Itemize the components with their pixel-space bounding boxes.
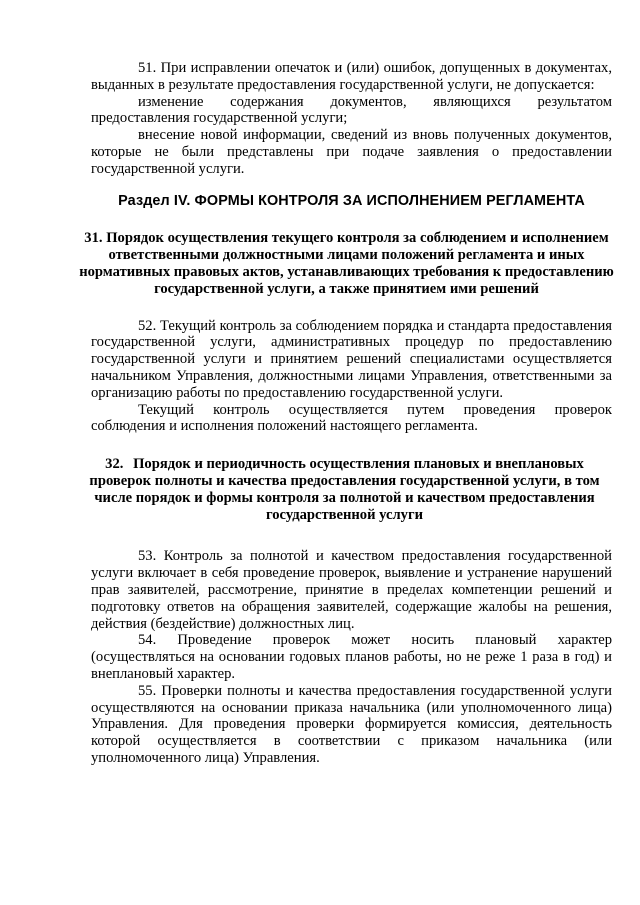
- paragraph-55: 55. Проверки полноты и качества предоставления государственной услуги осуществляются на основании приказа начальника (или уполномоченного лица) Управления. Для проведения проверки формируется комиссия, деятельность которой осуществляется в соответствии с приказом начальника (или уполномоченного лица) Управления.: [91, 682, 612, 766]
- paragraph-53: 53. Контроль за полнотой и качеством предоставления государственной услуги включает в себя проведение проверок, выявление и устранение нарушений прав заявителей, рассмотрение, принятие в пределах компетенции решений и подготовку ответов на обращения заявителей, содержащие жалобы на решения, действия (бездействие) должностных лиц.: [91, 548, 612, 632]
- paragraph-51-item-1: изменение содержания документов, являющихся результатом предоставления государственной услуги;: [91, 93, 612, 127]
- spacer: [91, 523, 612, 548]
- subheading-32-text: Порядок и периодичность осуществления плановых и внеплановых проверок полноты и качества предоставления государственной услуги, в том числе порядок и формы контроля за полнотой и качеством предоставления государственной услуги: [89, 456, 600, 523]
- document-page: [79, 60, 614, 767]
- paragraph-52-continued: Текущий контроль осуществляется путем проведения проверок соблюдения и исполнения положений настоящего регламента.: [91, 401, 612, 435]
- spacer: [91, 298, 612, 318]
- paragraph-54: 54. Проведение проверок может носить плановый характер (осуществляться на основании годовых планов работы, но не реже 1 раза в год) и внеплановый характер.: [91, 632, 612, 682]
- subheading-32-number: 32.: [105, 456, 124, 473]
- section-title: Раздел IV. ФОРМЫ КОНТРОЛЯ ЗА ИСПОЛНЕНИЕМ РЕГЛАМЕНТА: [118, 192, 585, 209]
- paragraph-51: 51. При исправлении опечаток и (или) ошибок, допущенных в документах, выданных в результате предоставления государственной услуги, не допускается:: [91, 60, 612, 93]
- subheading-32: [79, 456, 610, 523]
- paragraph-52: 52. Текущий контроль за соблюдением порядка и стандарта предоставления государственной услуги, административных процедур по предоставлению государственной услуги и принятием решений специалистами осуществляется начальником Управления, должностными лицами Управления, ответственными за организацию работы по предоставлению государственной услуги.: [91, 317, 612, 401]
- subheading-31: 31. Порядок осуществления текущего контроля за соблюдением и исполнением ответственными должностными лицами положений регламента и иных нормативных правовых актов, устанавливающих требования к предоставлению государственной услуги, а также принятием ими решений: [79, 230, 614, 297]
- paragraph-51-item-2: внесение новой информации, сведений из вновь полученных документов, которые не были представлены при подаче заявления о предоставлении государственной услуги.: [91, 127, 612, 177]
